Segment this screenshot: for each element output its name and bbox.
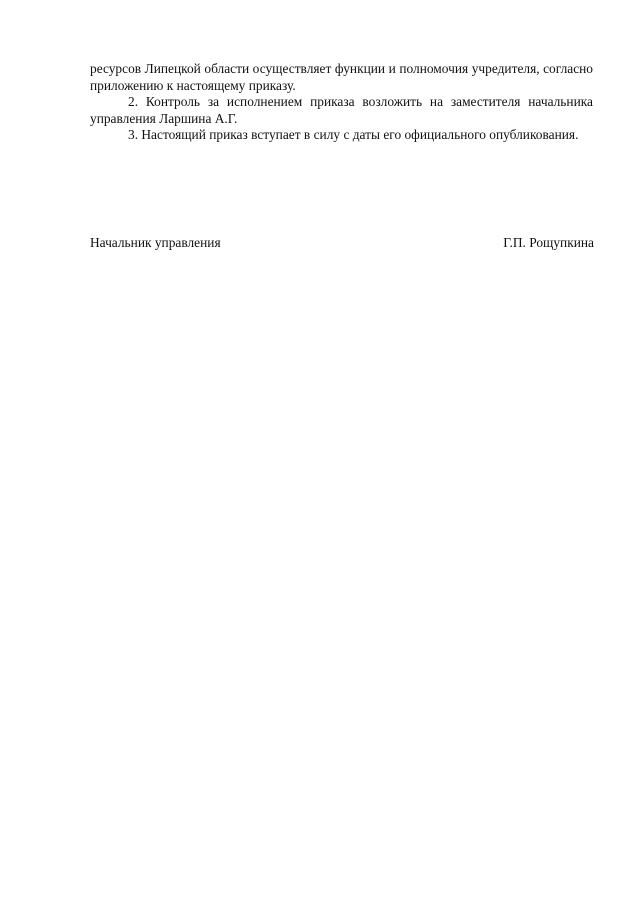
paragraph-item-3: 3. Настоящий приказ вступает в силу с даты его официального опубликования. [128,127,579,143]
signature-name: Г.П. Рощупкина [503,235,594,250]
signature-position: Начальник управления [90,235,221,250]
signature-block [90,235,594,252]
paragraph-continuation: ресурсов Липецкой области осуществляет функции и полномочия учредителя, согласно приложению к настоящему приказу. [90,61,593,93]
document-body [90,61,593,144]
paragraph-item-2: 2. Контроль за исполнением приказа возложить на заместителя начальника управления Ларшина А.Г. [90,94,593,126]
